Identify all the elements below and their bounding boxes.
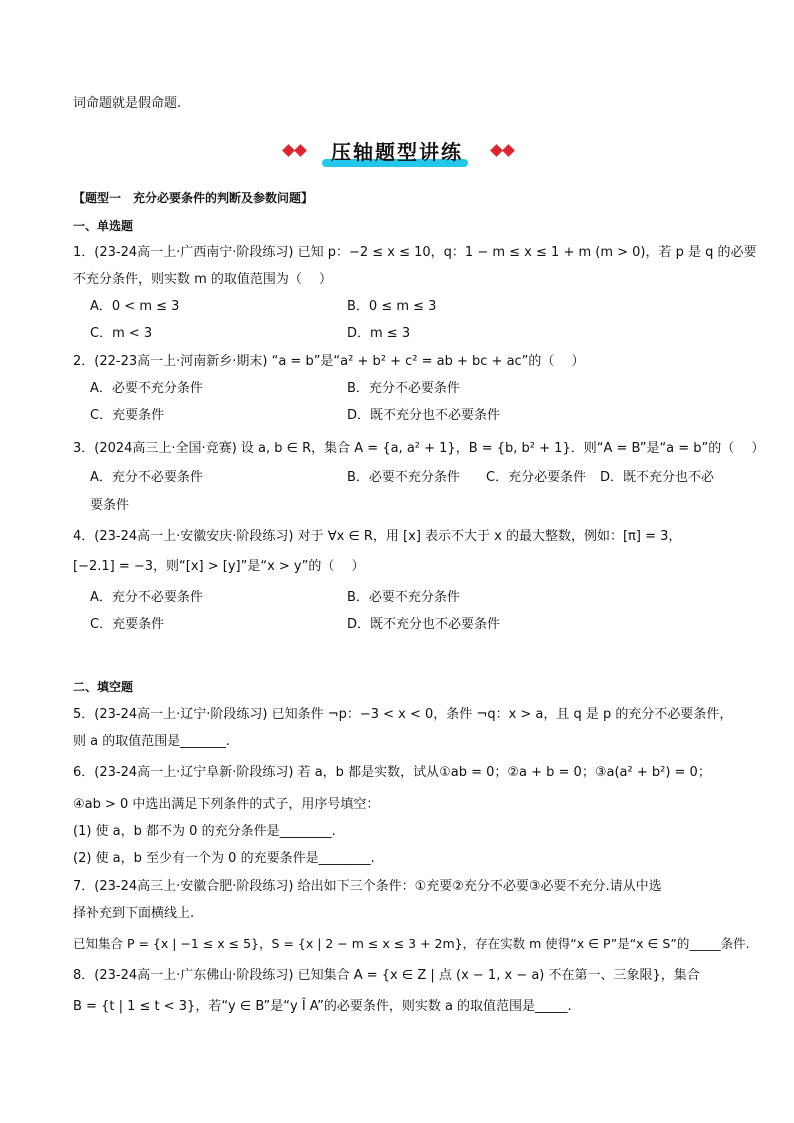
question-7-line-1: 7．(23-24高三上·安徽合肥·阶段练习) 给出如下三个条件：①充要②充分不必要③必要不充分.请从中选	[73, 879, 662, 894]
question-4-option-d: D．既不充分也不必要条件	[347, 617, 501, 632]
question-6-line-3: (1) 使 a，b 都不为 0 的充分条件是________.	[73, 824, 336, 839]
diamond-icon	[502, 144, 515, 157]
question-5-line-2: 则 a 的取值范围是_______.	[73, 734, 230, 749]
diamond-icon	[282, 144, 295, 157]
question-1-line-2: 不充分条件，则实数 m 的取值范围为（ ）	[73, 272, 333, 287]
question-3-option-a: A．充分不必要条件	[90, 470, 203, 485]
question-3-option-c: C．充分必要条件	[486, 470, 587, 485]
question-1-option-b: B．0 ≤ m ≤ 3	[347, 299, 437, 314]
part-heading-single-choice: 一、单选题	[73, 219, 134, 233]
question-1-option-c: C．m < 3	[90, 326, 153, 341]
question-2-option-c: C．充要条件	[90, 408, 165, 423]
section-header: 【题型一 充分必要条件的判断及参数问题】	[73, 191, 314, 205]
question-3-option-d-continued: 要条件	[90, 498, 130, 513]
question-3-option-b: B．必要不充分条件	[347, 470, 460, 485]
question-4-option-a: A．充分不必要条件	[90, 590, 203, 605]
question-8-line-1: 8．(23-24高一上·广东佛山·阶段练习) 已知集合 A = {x ∈ Z | 点 (x − 1, x − a) 不在第一、三象限}，集合	[73, 968, 700, 983]
question-4-option-c: C．充要条件	[90, 617, 165, 632]
intro-text: 词命题就是假命题.	[73, 96, 182, 111]
diamond-icon	[490, 144, 503, 157]
question-6-line-4: (2) 使 a，b 至少有一个为 0 的充要条件是________.	[73, 851, 375, 866]
question-2-line-1: 2．(22-23高一上·河南新乡·期末) “a = b”是“a² + b² + c² = ab + bc + ac”的（ ）	[73, 354, 585, 369]
question-8-line-2: B = {t | 1 ≤ t < 3}，若“y ∈ B”是“y Î A”的必要条件，则实数 a 的取值范围是_____.	[73, 999, 572, 1014]
question-2-option-a: A．必要不充分条件	[90, 381, 203, 396]
question-2-option-b: B．充分不必要条件	[347, 381, 460, 396]
section-banner	[280, 132, 520, 172]
question-4-line-2: [−2.1] = −3，则“[x] > [y]”是“x > y”的（ ）	[73, 559, 365, 574]
diamond-icon	[294, 144, 307, 157]
banner-title: 压轴题型讲练	[331, 140, 463, 164]
question-3-option-d: D．既不充分也不必	[600, 470, 715, 485]
question-2-option-d: D．既不充分也不必要条件	[347, 408, 501, 423]
question-6-line-1: 6．(23-24高一上·辽宁阜新·阶段练习) 若 a，b 都是实数，试从①ab = 0；②a + b = 0；③a(a² + b²) = 0；	[73, 765, 711, 780]
question-6-line-2: ④ab > 0 中选出满足下列条件的式子，用序号填空：	[73, 797, 380, 812]
question-1-option-d: D．m ≤ 3	[347, 326, 411, 341]
question-7-line-3: 已知集合 P = {x | −1 ≤ x ≤ 5}，S = {x | 2 − m ≤ x ≤ 3 + 2m}，存在实数 m 使得“x ∈ P”是“x ∈ S”的_____条件.	[73, 936, 750, 951]
question-7-line-2: 择补充到下面横线上.	[73, 906, 195, 921]
question-4-line-1: 4．(23-24高一上·安徽安庆·阶段练习) 对于 ∀x ∈ R，用 [x] 表示不大于 x 的最大整数，例如：[π] = 3，	[73, 529, 682, 544]
question-1-option-a: A．0 < m ≤ 3	[90, 299, 180, 314]
part-heading-fill-blank: 二、填空题	[73, 680, 134, 694]
question-1-line-1: 1．(23-24高一上·广西南宁·阶段练习) 已知 p：−2 ≤ x ≤ 10，q：1 − m ≤ x ≤ 1 + m (m > 0)，若 p 是 q 的必要	[73, 245, 757, 260]
question-4-option-b: B．必要不充分条件	[347, 590, 460, 605]
question-5-line-1: 5．(23-24高一上·辽宁·阶段练习) 已知条件 ¬p：−3 < x < 0，条件 ¬q：x > a，且 q 是 p 的充分不必要条件，	[73, 707, 733, 722]
question-3-line-1: 3．(2024高三上·全国·竞赛) 设 a, b ∈ R，集合 A = {a, a² + 1}，B = {b, b² + 1}．则“A = B”是“a = b”的（ ）	[73, 441, 765, 456]
